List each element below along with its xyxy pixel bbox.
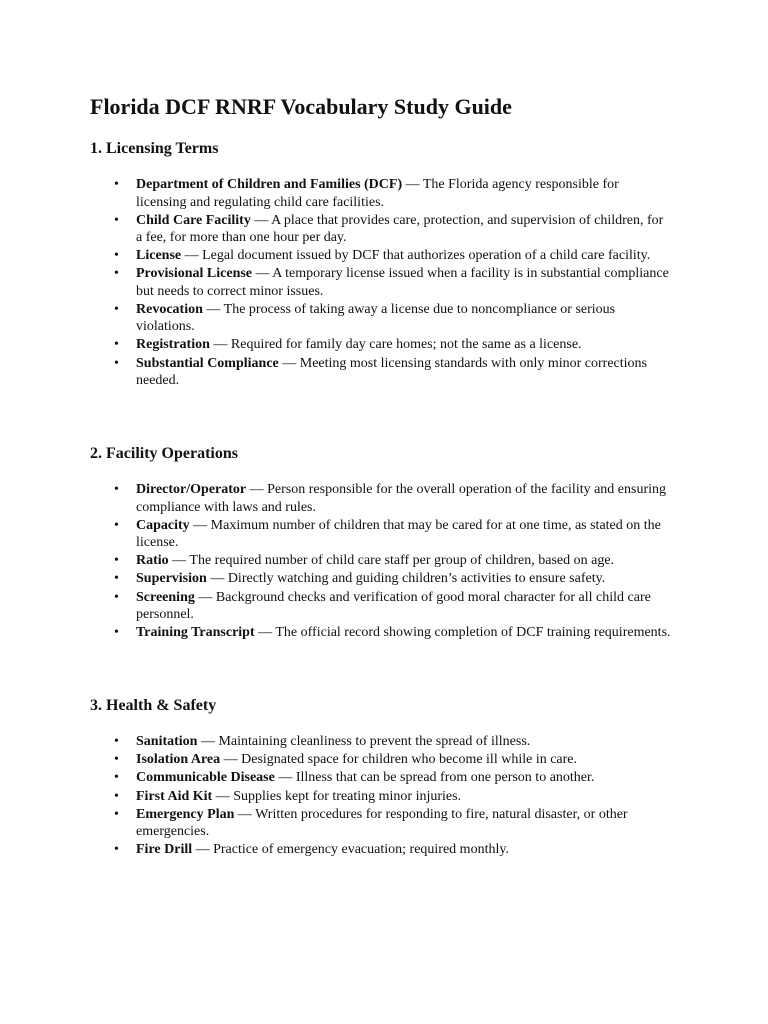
vocabulary-term: First Aid Kit — [136, 788, 213, 804]
page-title: Florida DCF RNRF Vocabulary Study Guide — [90, 94, 512, 119]
vocabulary-term: Provisional License — [136, 266, 253, 282]
section-spacer — [90, 390, 672, 443]
vocabulary-term: Training Transcript — [136, 625, 255, 641]
list-item — [114, 769, 672, 787]
list-item — [114, 301, 672, 336]
section-spacer — [90, 642, 672, 695]
vocabulary-term: Emergency Plan — [136, 806, 235, 822]
vocabulary-term: Child Care Facility — [136, 212, 251, 228]
vocabulary-definition: — Supplies kept for treating minor injuries. — [212, 788, 462, 804]
vocabulary-definition: — A temporary license issued when a facility is in substantial compliance but needs to correct minor issues. — [136, 266, 669, 299]
section-2 — [90, 443, 672, 641]
list-item — [114, 788, 672, 806]
section-3 — [90, 695, 672, 858]
bullet-icon: • — [114, 734, 119, 750]
vocabulary-term: Revocation — [136, 301, 203, 317]
vocabulary-term: Fire Drill — [136, 842, 193, 858]
vocabulary-list — [90, 176, 672, 390]
bullet-icon: • — [114, 301, 119, 317]
bullet-icon: • — [114, 770, 119, 786]
vocabulary-definition: — The process of taking away a license due to noncompliance or serious violations. — [136, 301, 616, 335]
bullet-icon: • — [114, 355, 119, 371]
vocabulary-definition: — Legal document issued by DCF that authorizes operation of a child care facility. — [181, 248, 651, 264]
vocabulary-definition: — Background checks and verification of good moral character for all child care personnel. — [136, 589, 651, 623]
list-item — [114, 481, 672, 516]
bullet-icon: • — [114, 266, 119, 282]
bullet-icon: • — [114, 788, 119, 804]
bullet-icon: • — [114, 752, 119, 768]
sections-container — [90, 138, 672, 859]
vocabulary-definition: — Person responsible for the overall operation of the facility and ensuring compliance with laws and rules. — [136, 482, 667, 515]
vocabulary-term: Capacity — [136, 517, 190, 533]
vocabulary-definition: — Written procedures for responding to fire, natural disaster, or other emergencies. — [136, 806, 628, 840]
vocabulary-list — [90, 481, 672, 641]
vocabulary-term: Isolation Area — [136, 752, 221, 768]
vocabulary-term: Supervision — [136, 571, 207, 587]
bullet-icon: • — [114, 248, 119, 264]
list-item — [114, 589, 672, 624]
vocabulary-term: Substantial Compliance — [136, 355, 279, 371]
list-item — [114, 806, 672, 841]
bullet-icon: • — [114, 806, 119, 822]
list-item — [114, 552, 672, 570]
vocabulary-term: Sanitation — [136, 734, 198, 750]
bullet-icon: • — [114, 625, 119, 641]
section-1 — [90, 138, 672, 390]
bullet-icon: • — [114, 212, 119, 228]
list-item — [114, 176, 672, 211]
list-item — [114, 247, 672, 265]
vocabulary-definition: — Directly watching and guiding children’s activities to ensure safety. — [206, 571, 606, 587]
list-item — [114, 733, 672, 751]
bullet-icon: • — [114, 177, 119, 192]
vocabulary-term: Ratio — [136, 553, 169, 569]
vocabulary-definition: — The required number of child care staff per group of children, based on age. — [168, 553, 615, 569]
list-item — [114, 517, 672, 552]
section-heading: 3. Health & Safety — [90, 697, 217, 715]
vocabulary-list — [90, 733, 672, 858]
bullet-icon: • — [114, 842, 119, 858]
bullet-icon: • — [114, 482, 119, 498]
vocabulary-term: Director/Operator — [136, 482, 247, 498]
vocabulary-term: Department of Children and Families (DCF) — [136, 177, 403, 192]
list-item — [114, 624, 672, 642]
list-item — [114, 212, 672, 247]
vocabulary-definition: — Maintaining cleanliness to prevent the spread of illness. — [197, 734, 531, 750]
vocabulary-definition: — Maximum number of children that may be cared for at one time, as stated on the license. — [136, 517, 661, 551]
section-heading: 2. Facility Operations — [90, 445, 238, 463]
vocabulary-definition: — Illness that can be spread from one person to another. — [274, 770, 595, 786]
bullet-icon: • — [114, 517, 119, 533]
list-item — [114, 751, 672, 769]
vocabulary-definition: — Practice of emergency evacuation; required monthly. — [192, 842, 509, 858]
vocabulary-definition: — Designated space for children who become ill while in care. — [220, 752, 578, 768]
vocabulary-definition: — A place that provides care, protection, and supervision of children, for a fee, for more than one hour per day. — [136, 212, 664, 246]
vocabulary-definition: — The Florida agency responsible for licensing and regulating child care facilities. — [136, 177, 619, 210]
vocabulary-term: Screening — [136, 589, 195, 605]
vocabulary-term: Communicable Disease — [136, 770, 275, 786]
vocabulary-definition: — Meeting most licensing standards with only minor corrections needed. — [136, 355, 647, 389]
vocabulary-term: License — [136, 248, 182, 264]
bullet-icon: • — [114, 553, 119, 569]
bullet-icon: • — [114, 571, 119, 587]
vocabulary-definition: — The official record showing completion of DCF training requirements. — [254, 625, 671, 641]
list-item — [114, 265, 672, 300]
vocabulary-term: Registration — [136, 337, 210, 353]
list-item — [114, 570, 672, 588]
list-item — [114, 336, 672, 354]
vocabulary-definition: — Required for family day care homes; not the same as a license. — [209, 337, 582, 353]
section-heading: 1. Licensing Terms — [90, 140, 219, 157]
bullet-icon: • — [114, 589, 119, 605]
list-item — [114, 355, 672, 390]
list-item — [114, 841, 672, 859]
bullet-icon: • — [114, 337, 119, 353]
